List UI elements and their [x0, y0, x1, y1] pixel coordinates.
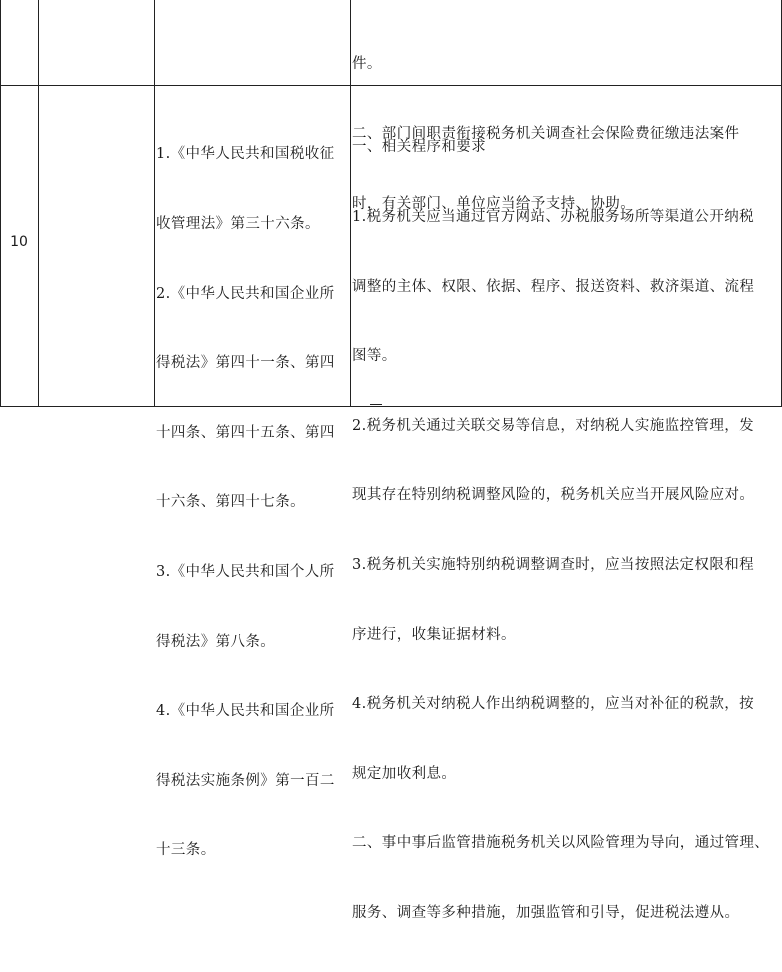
- text-line: 十三条。: [156, 842, 216, 859]
- text-line: 二、事中事后监管措施税务机关以风险管理为导向，通过管理、: [352, 835, 770, 852]
- text-line: 1.《中华人民共和国税收征: [156, 146, 335, 163]
- text-line: 二、部门间职责衔接税务机关调查社会保险费征缴违法案件: [352, 126, 740, 142]
- requirements-cell: [352, 90, 782, 972]
- column-divider-3: [350, 0, 351, 407]
- text-line: 规定加收利息。: [352, 765, 457, 782]
- text-line: 3.《中华人民共和国个人所: [156, 563, 335, 580]
- text-line: 件。: [352, 56, 382, 73]
- column-divider-1: [38, 0, 39, 407]
- text-line: 1.税务机关应当通过官方网站、办税服务场所等渠道公开纳税: [352, 209, 755, 225]
- table-left-border: [0, 0, 1, 407]
- text-line: 得税法》第四十一条、第四: [156, 355, 335, 372]
- text-line: 时，有关部门、单位应当给予支持、协助。: [352, 195, 636, 212]
- row-number: 10: [10, 234, 28, 250]
- text-line: 调整的主体、权限、依据、程序、报送资料、救济渠道、流程: [352, 278, 755, 295]
- column-divider-2: [154, 0, 155, 407]
- text-line: 4.《中华人民共和国企业所: [156, 703, 335, 720]
- text-line: 图等。: [352, 348, 397, 365]
- next-row-border-fragment: [370, 404, 382, 410]
- text-line: 现其存在特别纳税调整风险的，税务机关应当开展风险应对。: [352, 487, 755, 504]
- text-line: 2.税务机关通过关联交易等信息，对纳税人实施监控管理，发: [352, 417, 755, 434]
- text-line: 十四条、第四十五条、第四: [156, 424, 335, 441]
- text-line: 4.税务机关对纳税人作出纳税调整的，应当对补征的税款，按: [352, 696, 755, 713]
- text-line: 序进行，收集证据材料。: [352, 626, 516, 643]
- text-line: 收管理法》第三十六条。: [156, 216, 320, 232]
- text-line: 服务、调查等多种措施，加强监管和引导，促进税法遵从。: [352, 904, 740, 921]
- text-line: 2.《中华人民共和国企业所: [156, 285, 335, 302]
- text-line: 得税法实施条例》第一百二: [156, 772, 335, 789]
- text-line: 十六条、第四十七条。: [156, 494, 305, 511]
- text-line: 得税法》第八条。: [156, 633, 276, 650]
- legal-basis-cell: [156, 97, 346, 909]
- text-line: 一、相关程序和要求: [352, 139, 487, 156]
- text-line: 3.税务机关实施特别纳税调整调查时，应当按照法定权限和程: [352, 556, 755, 573]
